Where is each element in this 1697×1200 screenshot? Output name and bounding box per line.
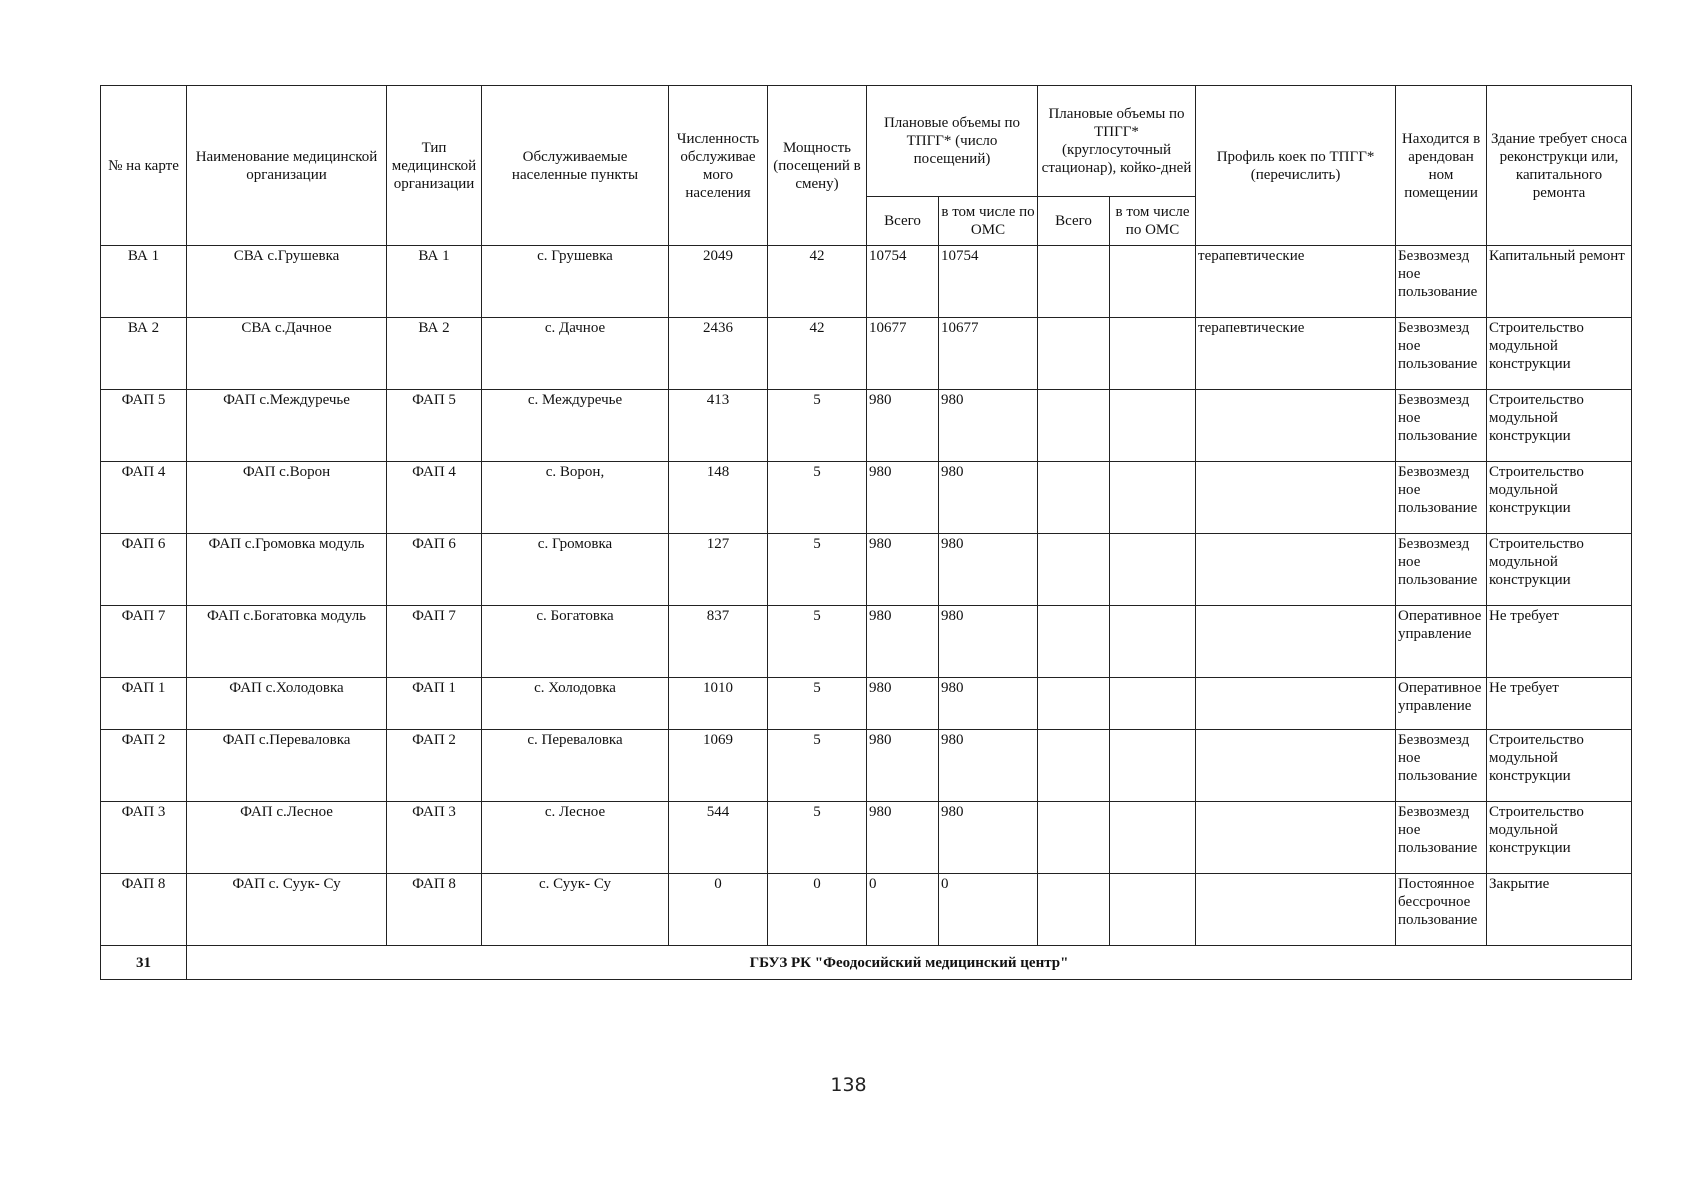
- cell-population: 2436: [669, 318, 768, 390]
- cell-premises: Оперативное управление: [1396, 606, 1487, 678]
- cell-population: 1069: [669, 730, 768, 802]
- cell-settlement: с. Ворон,: [482, 462, 669, 534]
- cell-num: ФАП 2: [101, 730, 187, 802]
- cell-visits-total: 980: [867, 678, 939, 730]
- subheader-beds-oms: в том числе по ОМС: [1110, 197, 1196, 246]
- cell-building: Закрытие: [1487, 874, 1632, 946]
- cell-premises: Безвозмезд ное пользование: [1396, 390, 1487, 462]
- table-row: [101, 874, 1632, 946]
- cell-capacity: 42: [768, 246, 867, 318]
- cell-beds-oms: [1110, 606, 1196, 678]
- table-row: [101, 390, 1632, 462]
- cell-beds-oms: [1110, 874, 1196, 946]
- cell-type: ВА 1: [387, 246, 482, 318]
- table-row: [101, 678, 1632, 730]
- cell-profile: [1196, 874, 1396, 946]
- cell-settlement: с. Дачное: [482, 318, 669, 390]
- header-planned-beds: Плановые объемы по ТПГГ* (круглосуточный стационар), койко-дней: [1038, 86, 1196, 197]
- cell-num: ФАП 7: [101, 606, 187, 678]
- cell-visits-total: 980: [867, 606, 939, 678]
- facilities-table: [100, 85, 1632, 980]
- cell-beds-oms: [1110, 246, 1196, 318]
- cell-visits-oms: 10754: [939, 246, 1038, 318]
- cell-population: 127: [669, 534, 768, 606]
- cell-beds-total: [1038, 802, 1110, 874]
- footer-row: [101, 946, 1632, 980]
- table-row: [101, 318, 1632, 390]
- cell-profile: [1196, 606, 1396, 678]
- cell-visits-total: 980: [867, 730, 939, 802]
- cell-premises: Оперативное управление: [1396, 678, 1487, 730]
- cell-type: ФАП 6: [387, 534, 482, 606]
- cell-name: ФАП с.Междуречье: [187, 390, 387, 462]
- cell-name: ФАП с.Громовка модуль: [187, 534, 387, 606]
- cell-visits-total: 980: [867, 390, 939, 462]
- header-planned-visits: Плановые объемы по ТПГГ* (число посещений): [867, 86, 1038, 197]
- cell-population: 1010: [669, 678, 768, 730]
- cell-premises: Безвозмезд ное пользование: [1396, 534, 1487, 606]
- cell-name: ФАП с.Лесное: [187, 802, 387, 874]
- cell-num: ФАП 8: [101, 874, 187, 946]
- cell-population: 2049: [669, 246, 768, 318]
- cell-settlement: с. Суук- Су: [482, 874, 669, 946]
- cell-visits-total: 10754: [867, 246, 939, 318]
- cell-visits-oms: 980: [939, 606, 1038, 678]
- cell-visits-oms: 10677: [939, 318, 1038, 390]
- cell-capacity: 5: [768, 462, 867, 534]
- cell-profile: терапевтические: [1196, 318, 1396, 390]
- cell-building: Строительство модульной конструкции: [1487, 318, 1632, 390]
- cell-capacity: 42: [768, 318, 867, 390]
- cell-num: ФАП 3: [101, 802, 187, 874]
- cell-capacity: 5: [768, 606, 867, 678]
- cell-visits-oms: 980: [939, 534, 1038, 606]
- header-capacity: Мощность (посещений в смену): [768, 86, 867, 246]
- cell-num: ВА 2: [101, 318, 187, 390]
- cell-settlement: с. Междуречье: [482, 390, 669, 462]
- cell-premises: Безвозмезд ное пользование: [1396, 802, 1487, 874]
- header-bed-profile: Профиль коек по ТПГГ* (перечислить): [1196, 86, 1396, 246]
- cell-visits-total: 980: [867, 462, 939, 534]
- cell-num: ФАП 1: [101, 678, 187, 730]
- header-population: Численность обслуживае мого населения: [669, 86, 768, 246]
- cell-name: ФАП с. Суук- Су: [187, 874, 387, 946]
- header-name: Наименование медицинской организации: [187, 86, 387, 246]
- table-row: [101, 606, 1632, 678]
- cell-name: СВА с.Грушевка: [187, 246, 387, 318]
- cell-type: ФАП 8: [387, 874, 482, 946]
- cell-type: ФАП 1: [387, 678, 482, 730]
- header-row: [101, 86, 1632, 197]
- cell-building: Строительство модульной конструкции: [1487, 802, 1632, 874]
- cell-visits-total: 980: [867, 802, 939, 874]
- cell-type: ВА 2: [387, 318, 482, 390]
- table-row: [101, 246, 1632, 318]
- cell-settlement: с. Переваловка: [482, 730, 669, 802]
- cell-building: Не требует: [1487, 606, 1632, 678]
- cell-capacity: 5: [768, 802, 867, 874]
- cell-beds-oms: [1110, 678, 1196, 730]
- table-row: [101, 462, 1632, 534]
- cell-beds-total: [1038, 606, 1110, 678]
- cell-building: Строительство модульной конструкции: [1487, 462, 1632, 534]
- cell-beds-total: [1038, 318, 1110, 390]
- cell-capacity: 5: [768, 678, 867, 730]
- cell-num: ВА 1: [101, 246, 187, 318]
- cell-profile: терапевтические: [1196, 246, 1396, 318]
- table-row: [101, 730, 1632, 802]
- cell-beds-total: [1038, 246, 1110, 318]
- cell-beds-oms: [1110, 802, 1196, 874]
- header-type: Тип медицинской организации: [387, 86, 482, 246]
- table-row: [101, 534, 1632, 606]
- cell-settlement: с. Холодовка: [482, 678, 669, 730]
- cell-visits-total: 0: [867, 874, 939, 946]
- table-row: [101, 802, 1632, 874]
- cell-settlement: с. Громовка: [482, 534, 669, 606]
- cell-type: ФАП 4: [387, 462, 482, 534]
- cell-beds-total: [1038, 874, 1110, 946]
- cell-type: ФАП 3: [387, 802, 482, 874]
- cell-beds-total: [1038, 730, 1110, 802]
- cell-building: Капитальный ремонт: [1487, 246, 1632, 318]
- cell-settlement: с. Грушевка: [482, 246, 669, 318]
- cell-visits-oms: 980: [939, 730, 1038, 802]
- cell-capacity: 0: [768, 874, 867, 946]
- cell-beds-total: [1038, 678, 1110, 730]
- cell-beds-total: [1038, 462, 1110, 534]
- footer-org: ГБУЗ РК "Феодосийский медицинский центр": [187, 946, 1632, 980]
- subheader-beds-total: Всего: [1038, 197, 1110, 246]
- subheader-visits-oms: в том числе по ОМС: [939, 197, 1038, 246]
- cell-building: Строительство модульной конструкции: [1487, 390, 1632, 462]
- cell-type: ФАП 2: [387, 730, 482, 802]
- cell-num: ФАП 6: [101, 534, 187, 606]
- cell-name: ФАП с.Холодовка: [187, 678, 387, 730]
- cell-name: ФАП с.Ворон: [187, 462, 387, 534]
- cell-num: ФАП 4: [101, 462, 187, 534]
- cell-capacity: 5: [768, 390, 867, 462]
- cell-visits-oms: 980: [939, 462, 1038, 534]
- page-number: 138: [830, 1074, 867, 1096]
- cell-building: Строительство модульной конструкции: [1487, 534, 1632, 606]
- cell-type: ФАП 7: [387, 606, 482, 678]
- cell-type: ФАП 5: [387, 390, 482, 462]
- cell-settlement: с. Богатовка: [482, 606, 669, 678]
- cell-beds-oms: [1110, 462, 1196, 534]
- cell-beds-oms: [1110, 390, 1196, 462]
- cell-beds-oms: [1110, 318, 1196, 390]
- cell-beds-total: [1038, 390, 1110, 462]
- cell-profile: [1196, 802, 1396, 874]
- cell-name: ФАП с.Переваловка: [187, 730, 387, 802]
- cell-beds-oms: [1110, 730, 1196, 802]
- cell-visits-oms: 980: [939, 390, 1038, 462]
- cell-name: ФАП с.Богатовка модуль: [187, 606, 387, 678]
- cell-premises: Безвозмезд ное пользование: [1396, 246, 1487, 318]
- cell-visits-oms: 0: [939, 874, 1038, 946]
- cell-capacity: 5: [768, 534, 867, 606]
- cell-profile: [1196, 534, 1396, 606]
- cell-num: ФАП 5: [101, 390, 187, 462]
- cell-population: 413: [669, 390, 768, 462]
- subheader-visits-total: Всего: [867, 197, 939, 246]
- cell-profile: [1196, 390, 1396, 462]
- cell-visits-total: 10677: [867, 318, 939, 390]
- table-body: [101, 246, 1632, 946]
- cell-visits-oms: 980: [939, 802, 1038, 874]
- cell-premises: Постоянное бессрочное пользование: [1396, 874, 1487, 946]
- footer-num: 31: [101, 946, 187, 980]
- cell-population: 0: [669, 874, 768, 946]
- header-num: № на карте: [101, 86, 187, 246]
- cell-capacity: 5: [768, 730, 867, 802]
- cell-premises: Безвозмезд ное пользование: [1396, 318, 1487, 390]
- cell-beds-total: [1038, 534, 1110, 606]
- cell-population: 148: [669, 462, 768, 534]
- cell-building: Не требует: [1487, 678, 1632, 730]
- cell-settlement: с. Лесное: [482, 802, 669, 874]
- header-building: Здание требует сноса реконструкци или, капитального ремонта: [1487, 86, 1632, 246]
- cell-profile: [1196, 730, 1396, 802]
- cell-population: 544: [669, 802, 768, 874]
- cell-name: СВА с.Дачное: [187, 318, 387, 390]
- header-settlements: Обслуживаемые населенные пункты: [482, 86, 669, 246]
- cell-visits-total: 980: [867, 534, 939, 606]
- cell-population: 837: [669, 606, 768, 678]
- cell-premises: Безвозмезд ное пользование: [1396, 462, 1487, 534]
- cell-visits-oms: 980: [939, 678, 1038, 730]
- cell-beds-oms: [1110, 534, 1196, 606]
- cell-premises: Безвозмезд ное пользование: [1396, 730, 1487, 802]
- header-rented: Находится в арендован ном помещении: [1396, 86, 1487, 246]
- cell-building: Строительство модульной конструкции: [1487, 730, 1632, 802]
- cell-profile: [1196, 462, 1396, 534]
- cell-profile: [1196, 678, 1396, 730]
